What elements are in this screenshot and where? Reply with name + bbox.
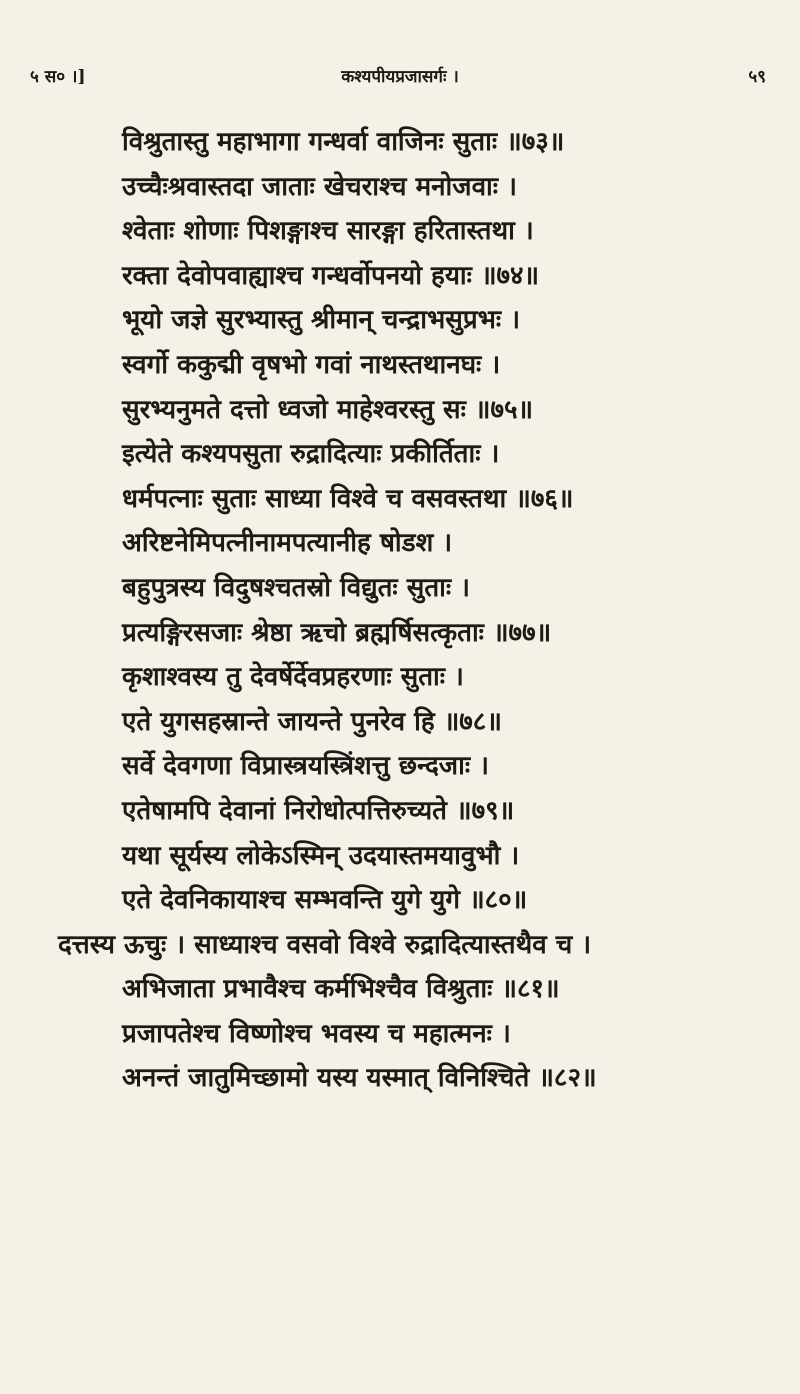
verse-line: सर्वे देवगणा विप्रास्त्रयस्त्रिंशत्तु छन्दजाः । [122,751,489,782]
running-title: कश्यपीयप्रजासर्गः । [341,67,459,87]
verse-line: कृशाश्वस्य तु देवर्षेर्देवप्रहरणाः सुताः । [122,662,464,693]
verse-line: स्वर्गो ककुद्मी वृषभो गवां नाथस्तथानघः । [122,349,501,380]
verse-line: बहुपुत्रस्य विदुषश्चतस्रो विद्युतः सुताः । [122,572,471,603]
verse-line: विश्रुतास्तु महाभागा गन्धर्वा वाजिनः सुताः ॥७३॥ [122,127,565,157]
page-number: ५९ [748,67,766,87]
verse-line: रक्ता देवोपवाह्याश्च गन्धर्वोपनयो हयाः ॥७४॥ [122,260,540,291]
page-header [0,0,800,110]
verse-line: धर्मपत्नाः सुताः साध्या विश्वे च वसवस्तथा ॥७६॥ [122,483,574,514]
verse-line: अरिष्टनेमिपत्नीनामपत्यानीह षोडश । [122,528,453,559]
verse-line: एते युगसहस्रान्ते जायन्ते पुनरेव हि ॥७८॥ [122,706,502,737]
verse-line: प्रजापतेश्च विष्णोश्च भवस्य च महात्मनः । [122,1018,511,1049]
verse-line: उच्चैःश्रवास्तदा जाताः खेचराश्च मनोजवाः । [122,171,517,202]
verse-line: यथा सूर्यस्य लोकेऽस्मिन् उदयास्तमयावुभौ । [122,840,520,871]
verse-line: अभिजाता प्रभावैश्च कर्मभिश्चैव विश्रुताः ॥८१॥ [122,974,560,1005]
verse-line-speaker: दत्तस्य ऊचुः । साध्याश्च वसवो विश्वे रुद्रादित्यास्तथैव च । [58,929,592,960]
verse-line: इत्येते कश्यपसुता रुद्रादित्याः प्रकीर्तिताः । [122,439,500,470]
verse-line: अनन्तं जातुमिच्छामो यस्य यस्मात् विनिश्चिते ॥८२॥ [122,1063,597,1094]
verse-line: सुरभ्यनुमते दत्तो ध्वजो माहेश्वरस्तु सः ॥७५॥ [122,394,534,425]
verse-line: एतेषामपि देवानां निरोधोत्पत्तिरुच्यते ॥७९॥ [122,795,515,826]
verse-line: प्रत्यङ्गिरसजाः श्रेष्ठा ऋचो ब्रह्मर्षिसत्कृताः ॥७७॥ [122,617,552,648]
verse-line: श्वेताः शोणाः पिशङ्गाश्च सारङ्गा हरितास्तथा । [122,216,534,247]
verse-text [0,120,800,1101]
chapter-marker: ५ स० ।] [30,67,86,87]
verse-line: भूयो जज्ञे सुरभ्यास्तु श्रीमान् चन्द्राभसुप्रभः । [122,305,521,336]
verse-line: एते देवनिकायाश्च सम्भवन्ति युगे युगे ॥८०॥ [122,885,528,916]
